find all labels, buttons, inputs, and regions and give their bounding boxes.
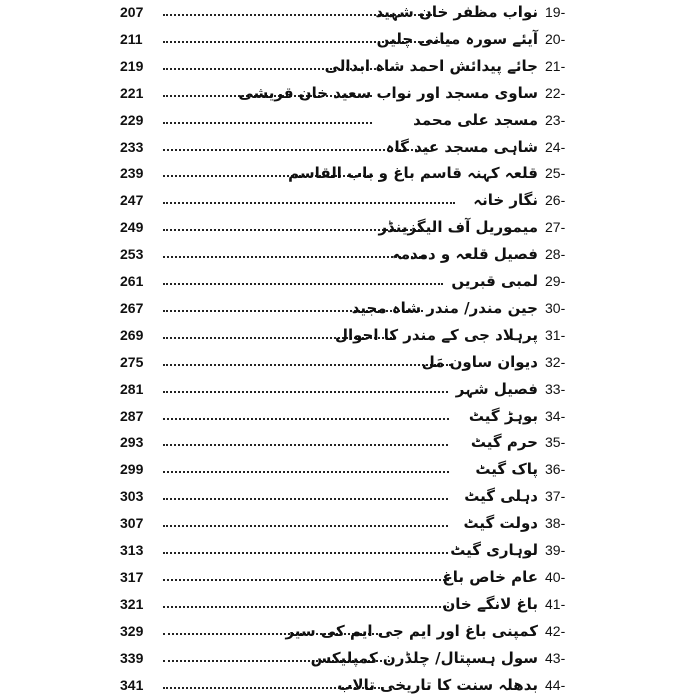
chapter-title: فصیل قلعہ و دمدمہ	[391, 245, 538, 264]
page-number: 249	[120, 219, 144, 236]
toc-entry	[0, 323, 700, 347]
chapter-number: 26-	[545, 192, 566, 209]
chapter-number: 32-	[545, 353, 566, 370]
toc-entry	[0, 646, 700, 670]
chapter-title: بدھلہ سنت کا تاریخی تالاب	[337, 675, 538, 694]
page-number: 211	[120, 30, 143, 47]
page-number: 299	[120, 461, 144, 478]
page-number: 317	[120, 568, 144, 585]
chapter-title: پرہلاد جی کے مندر کا احوال	[334, 325, 538, 344]
page-number: 303	[120, 488, 144, 505]
chapter-number: 42-	[545, 622, 566, 639]
toc-entry	[0, 377, 700, 401]
page-number: 339	[120, 649, 144, 666]
chapter-number: 25-	[545, 165, 566, 182]
dot-leader	[163, 498, 448, 500]
chapter-number: 35-	[545, 434, 566, 451]
chapter-title: نواب مظفر خان شہید	[375, 3, 538, 21]
page-number: 281	[120, 380, 144, 397]
toc-entry	[0, 188, 700, 212]
dot-leader	[163, 444, 448, 446]
chapter-number: 33-	[545, 380, 566, 397]
dot-leader	[163, 122, 372, 124]
chapter-number: 44-	[545, 676, 566, 693]
page-number: 233	[120, 138, 144, 155]
dot-leader	[163, 579, 449, 581]
toc-entry	[0, 484, 700, 508]
chapter-title: جین مندر/ مندر شاہ مجید	[351, 298, 538, 317]
page-number: 293	[120, 434, 144, 451]
page-number: 219	[120, 57, 144, 74]
chapter-number: 43-	[545, 649, 566, 666]
page-number: 247	[120, 192, 144, 209]
page-number: 275	[120, 353, 144, 370]
page-number: 221	[120, 84, 144, 101]
page-number: 321	[120, 595, 144, 612]
dot-leader	[163, 471, 449, 473]
chapter-title: کمپنی باغ اور ایم جی ایم کی سیر	[285, 621, 538, 640]
dot-leader	[163, 552, 448, 554]
toc-entry	[0, 27, 700, 51]
chapter-number: 22-	[545, 84, 566, 101]
chapter-title: دہلی گیٹ	[464, 487, 538, 506]
page-number: 329	[120, 622, 144, 639]
chapter-number: 36-	[545, 461, 566, 478]
chapter-title: دیوان ساون مَل	[421, 352, 538, 371]
chapter-title: شاہی مسجد عید گاہ	[385, 137, 538, 156]
toc-entry	[0, 215, 700, 239]
page-number: 267	[120, 299, 144, 316]
page-number: 287	[120, 407, 144, 424]
toc-entry	[0, 0, 700, 24]
dot-leader	[163, 391, 448, 393]
page-number: 307	[120, 515, 144, 532]
chapter-title: آیئے سورہ میانی چلیں	[376, 29, 538, 48]
chapter-number: 23-	[545, 111, 566, 128]
dot-leader	[163, 525, 448, 527]
chapter-number: 24-	[545, 138, 566, 155]
toc-entry	[0, 54, 700, 78]
dot-leader	[163, 202, 455, 204]
toc-entry	[0, 135, 700, 159]
toc-entry	[0, 269, 700, 293]
dot-leader	[163, 418, 449, 420]
chapter-title: عام خاص باغ	[442, 567, 538, 586]
chapter-number: 30-	[545, 299, 566, 316]
chapter-number: 21-	[545, 57, 566, 74]
chapter-title: لوہاری گیٹ	[450, 541, 538, 559]
chapter-number: 27-	[545, 219, 566, 236]
chapter-number: 38-	[545, 515, 566, 532]
chapter-number: 39-	[545, 542, 566, 558]
page-number: 239	[120, 165, 144, 182]
page-number: 341	[120, 676, 144, 693]
dot-leader	[163, 283, 443, 285]
chapter-number: 37-	[545, 488, 566, 505]
toc-entry	[0, 430, 700, 454]
chapter-title: باغ لانگے خان	[442, 594, 538, 613]
chapter-title: ساوی مسجد اور نواب سعید خان قریشی	[238, 83, 538, 102]
toc-entry	[0, 350, 700, 374]
chapter-number: 31-	[545, 326, 566, 343]
chapter-title: فصیل شہر	[455, 379, 538, 398]
chapter-title: حرم گیٹ	[470, 433, 538, 452]
dot-leader	[163, 606, 449, 608]
page-number: 269	[120, 326, 144, 343]
chapter-title: سول ہسپتال/ چلڈرن کمپلیکس	[310, 648, 538, 667]
chapter-number: 28-	[545, 246, 566, 263]
toc-entry	[0, 673, 700, 697]
page-number: 229	[120, 111, 144, 128]
toc-entry	[0, 81, 700, 105]
page-number: 261	[120, 273, 144, 289]
toc-entry	[0, 619, 700, 643]
toc-entry	[0, 242, 700, 266]
chapter-number: 34-	[545, 407, 566, 424]
chapter-title: بوہڑ گیٹ	[468, 406, 538, 425]
page-number: 207	[120, 4, 144, 20]
toc-entry	[0, 511, 700, 535]
chapter-title: مسجد علی محمد	[413, 110, 538, 129]
toc-entry	[0, 404, 700, 428]
chapter-title: قلعہ کہنہ قاسم باغ و باب القاسم	[288, 164, 538, 183]
page-number: 253	[120, 246, 144, 263]
dot-leader	[163, 364, 451, 366]
chapter-number: 40-	[545, 568, 566, 585]
chapter-number: 19-	[545, 4, 566, 20]
chapter-title: میموریل آف الیگزینڈر	[378, 218, 538, 237]
chapter-title: لمبی قبریں	[451, 272, 538, 290]
toc-entry	[0, 161, 700, 185]
chapter-number: 20-	[545, 30, 566, 47]
chapter-title: نگار خانہ	[473, 191, 538, 210]
chapter-title: دولت گیٹ	[463, 514, 538, 533]
chapter-number: 41-	[545, 595, 566, 612]
chapter-title: پاک گیٹ	[475, 460, 538, 479]
dot-leader	[163, 256, 425, 258]
toc-entry	[0, 565, 700, 589]
chapter-title: جائے پیدائش احمد شاہ ابدالی	[324, 56, 538, 75]
toc-entry	[0, 108, 700, 132]
toc-entry	[0, 457, 700, 481]
page-number: 313	[120, 542, 144, 558]
toc-entry	[0, 296, 700, 320]
toc-entry	[0, 538, 700, 562]
toc-entry	[0, 592, 700, 616]
chapter-number: 29-	[545, 273, 566, 289]
